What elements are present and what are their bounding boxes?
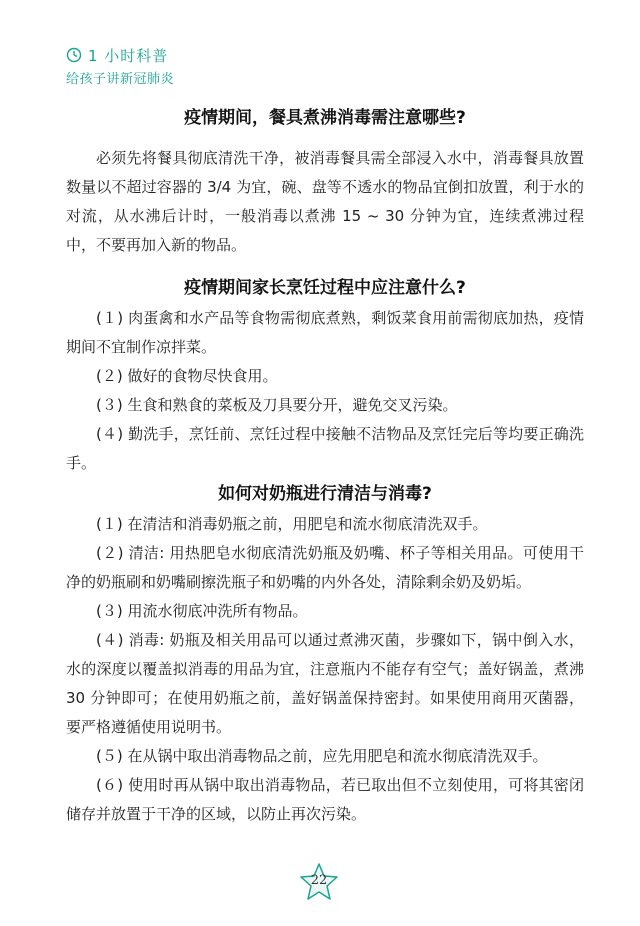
- brand-row: [66, 44, 174, 66]
- book-title: 1 小时科普: [88, 46, 169, 65]
- section-cooking-body: [66, 304, 584, 478]
- page-number: 22: [310, 873, 328, 888]
- section-bottle-body: [66, 510, 584, 829]
- section-title-cooking: 疫情期间家长烹饪过程中应注意什么?: [184, 278, 466, 298]
- paragraph: (２) 做好的食物尽快食用。: [96, 367, 278, 385]
- section-tableware-body: [66, 144, 584, 260]
- paragraph: (５) 在从锅中取出消毒物品之前，应先用肥皂和流水彻底清洗双手。: [96, 747, 548, 765]
- paragraph: (４) 勤洗手，烹饪前、烹饪过程中接触不洁物品及烹饪完后等均要正确洗手。: [66, 425, 584, 472]
- paragraph: (２) 清洁: 用热肥皂水彻底清洗奶瓶及奶嘴、杯子等相关用品。可使用干净的奶瓶刷和奶嘴刷擦洗瓶子和奶嘴的内外各处，清除剩余奶及奶垢。: [66, 544, 584, 591]
- paragraph: (１) 肉蛋禽和水产品等食物需彻底煮熟，剩饭菜食用前需彻底加热，疫情期间不宜制作凉拌菜。: [66, 309, 584, 356]
- paragraph: (４) 消毒: 奶瓶及相关用品可以通过煮沸灭菌，步骤如下，锅中倒入水，水的深度以覆盖拟消毒的用品为宜，注意瓶内不能存有空气；盖好锅盖，煮沸 30 分钟即可；在使用奶瓶之前，盖好锅盖保持密封。如果使用商用灭菌器，要严格遵循使用说明书。: [66, 631, 584, 736]
- section-title-bottle: 如何对奶瓶进行清洁与消毒?: [218, 484, 432, 504]
- section-title-tableware: 疫情期间，餐具煮沸消毒需注意哪些?: [184, 108, 466, 128]
- page-content: [66, 102, 584, 829]
- book-subtitle: 给孩子讲新冠肺炎: [66, 72, 175, 87]
- paragraph: 必须先将餐具彻底清洗干净，被消毒餐具需全部浸入水中，消毒餐具放置数量以不超过容器的 3/4 为宜，碗、盘等不透水的物品宜倒扣放置，利于水的对流，从水沸后计时，一般消毒以煮沸 15 ~ 30 分钟为宜，连续煮沸过程中，不要再加入新的物品。: [66, 149, 584, 254]
- paragraph: (３) 生食和熟食的菜板及刀具要分开，避免交叉污染。: [96, 396, 458, 414]
- paragraph: (６) 使用时再从锅中取出消毒物品，若已取出但不立刻使用，可将其密闭储存并放置于干净的区域，以防止再次污染。: [66, 776, 584, 823]
- page-number-badge: [299, 862, 339, 902]
- paragraph: (３) 用流水彻底冲洗所有物品。: [96, 602, 308, 620]
- clock-icon: [66, 47, 82, 63]
- paragraph: (１) 在清洁和消毒奶瓶之前，用肥皂和流水彻底清洗双手。: [96, 515, 488, 533]
- page-header: [66, 44, 174, 87]
